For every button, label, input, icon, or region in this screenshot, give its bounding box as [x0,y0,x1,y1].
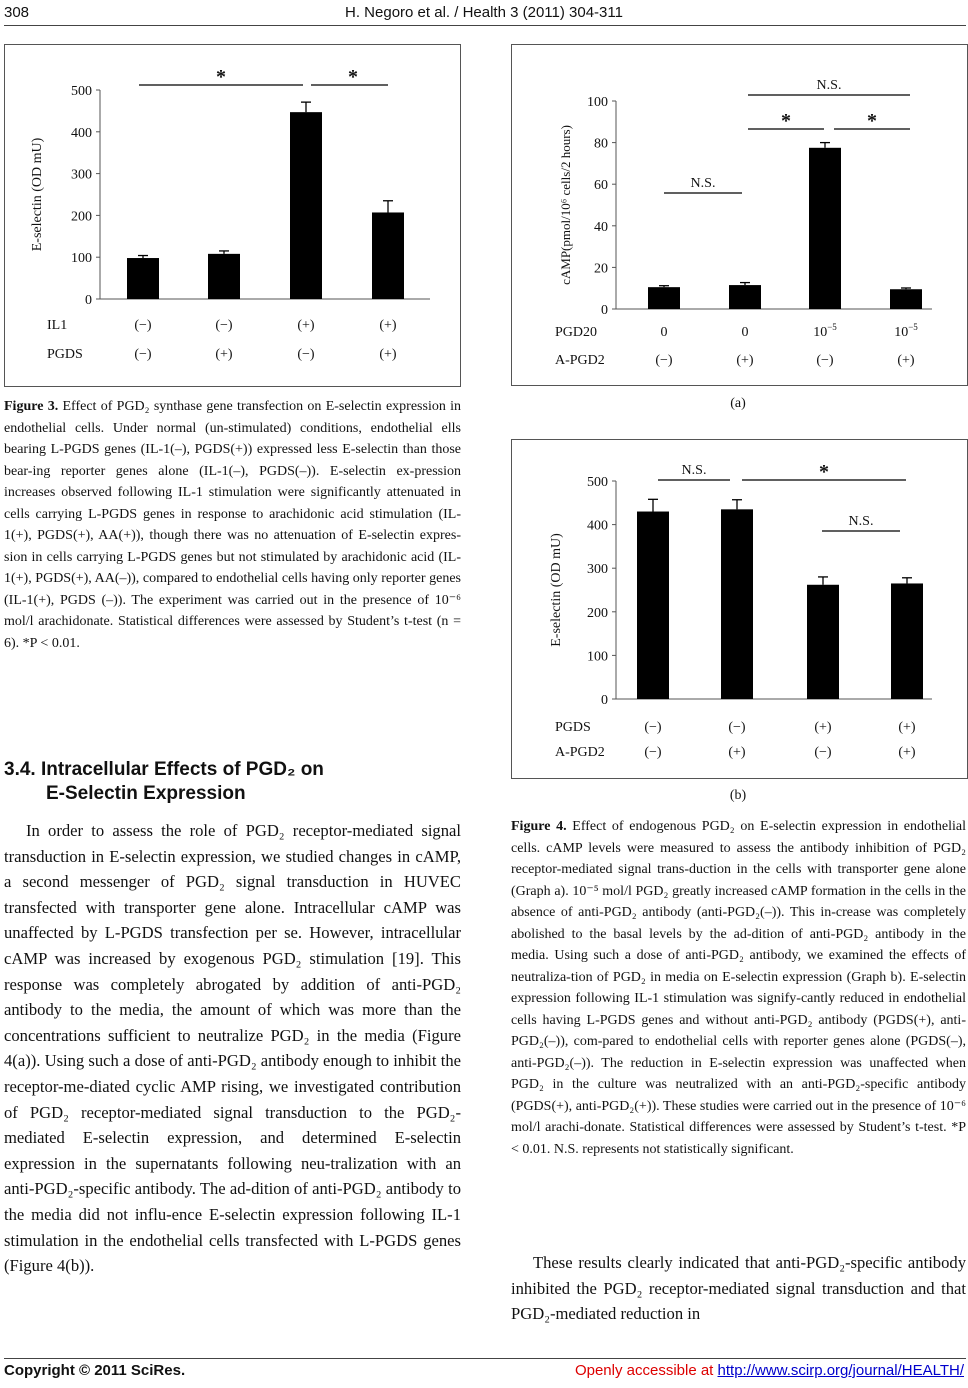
bar [729,285,761,309]
category-label: (+) [379,347,397,362]
figure-3-caption-text: Effect of PGD₂ synthase gene transfection on E-selectin expression in endothelial cells. Under normal (un-stimulated) conditions, endothelial ells bearing L-PGDS genes (IL-1(–), PGDS(+)) expressed less E-selectin than those bear-ing reporter genes alone (IL-1(–), PGDS(–)). E-selectin ex-pression increases observed following IL-1 stimulation were significantly attenuated in cells carrying L-PGDS genes in response to arachidonic acid stimulation (IL-1(+), PGDS(+), AA(+)), though there was no attenuation of E-selectin expres-sion in cells carrying L-PGDS genes but not stimulated by arachidonic acid (IL-1(+), PGDS(+), AA(–)), compared to endothelial cells having only reporter genes (IL-1(+), PGDS (–)). The experiment was carried out in the presence of 10⁻⁶ mol/l arachidonate. Statistical differences were assessed by Student’s t-test (n = 6). *P < 0.01. [4,399,462,651]
bar [807,585,839,699]
y-tick-label: 400 [587,518,608,534]
category-label: (−) [134,318,152,333]
y-tick-label: 100 [71,251,92,267]
section-heading-line2: E-Selectin Expression [46,783,246,804]
y-tick-label: 20 [594,261,608,277]
row-label: PGDS [47,347,83,362]
bar [721,509,753,699]
journal-link[interactable]: http://www.scirp.org/journal/HEALTH/ [717,1362,964,1379]
row-label: PGD20 [555,325,598,340]
right-body-paragraph: These results clearly indicated that anti-PGD₂-specific antibody inhibited the PGD₂ receptor-mediated signal transduction and that PGD₂-mediated reduction in [511,1253,966,1324]
bar [648,287,680,309]
category-label: $10^{-5}$ [813,322,837,340]
category-label: (+) [297,318,315,333]
figure-4b-panel-label: (b) [729,788,747,803]
y-tick-label: 300 [587,562,608,578]
bar [372,212,404,299]
category-label: (+) [898,720,916,735]
category-label: (+) [898,745,916,760]
significance-label: N.S. [690,176,716,191]
bar [809,148,841,309]
significance-label: * [867,110,877,132]
y-axis-label: E-selectin (OD mU) [30,137,45,252]
running-title: H. Negoro et al. / Health 3 (2011) 304-311 [345,4,623,21]
right-body-text [511,1250,966,1327]
y-tick-label: 0 [85,293,92,308]
significance-label: N.S. [681,463,707,478]
body-paragraph: In order to assess the role of PGD₂ receptor-mediated signal transduction in E-selectin expression, we studied changes in cAMP, a second messenger of PGD₂ signal transduction in HUVEC transfected with transporter gene alone. Intracellular cAMP was unaffected by L-PGDS transfection per se. However, intracellular cAMP was increased by exogenous PGD₂ stimulation [19]. This response was completely abrogated by addition of anti-PGD₂ antibody to the media, the amount of which was more than the concentrations sufficient to neutralize PGD₂ in the media (Figure 4(a)). Using such a dose of anti-PGD₂ antibody enough to inhibit the receptor-me-diated cyclic AMP rising, we investigated contribution of PGD₂ receptor-mediated signal transduction to the PGD₂-mediated E-selectin expression, and determined E-selectin expression in the supernatants following neu-tralization with an anti-PGD₂-specific antibody. The ad-dition of anti-PGD₂ antibody to the media did not influ-ence E-selectin expression following IL-1 stimulation in the endothelial cells transfected with L-PGDS genes (Figure 4(b)). [4,821,461,1276]
open-access [575,1362,964,1379]
significance-label: * [819,461,829,483]
figure-4a-panel-label: (a) [730,396,746,411]
category-label: (+) [736,353,754,368]
y-tick-label: 200 [71,209,92,225]
category-label: $10^{-5}$ [894,322,918,340]
left-body-text [4,818,461,1279]
category-label: (−) [644,745,662,760]
significance-label: N.S. [848,514,874,529]
category-label: (−) [814,745,832,760]
row-label: A-PGD2 [555,353,605,368]
y-tick-label: 500 [71,84,92,99]
bar [290,112,322,299]
header-rule [4,25,966,26]
bar [891,583,923,699]
category-label: 0 [741,325,749,340]
category-label: (+) [379,318,397,333]
row-label: A-PGD2 [555,745,605,760]
category-label-sup: −5 [827,322,837,332]
y-tick-label: 60 [594,178,608,194]
y-tick-label: 80 [594,136,608,152]
figure-4-caption [511,816,966,1160]
figure-4a-chart [511,44,968,386]
y-tick-label: 400 [71,125,92,141]
category-label-sup: −5 [908,322,918,332]
significance-label: * [348,66,358,88]
significance-label: * [216,66,226,88]
y-axis-label: E-selectin (OD mU) [549,533,564,647]
category-label: (+) [814,720,832,735]
category-label: (−) [655,353,673,368]
page-number: 308 [4,4,30,21]
section-heading [4,758,461,806]
y-tick-label: 40 [594,219,608,235]
figure-4-caption-text: Effect of endogenous PGD₂ on E-selectin expression in endothelial cells. cAMP levels were measured to assess the antibody inhibition of PGD₂ receptor-mediated signal trans-duction in the cells with transporter gene alone (Graph a). 10⁻⁵ mol/l PGD₂ greatly increased cAMP formation in the cells in the absence of anti-PGD₂ antibody (anti-PGD₂(–)). This in-crease was completely abolished to the basal levels by the ad-dition of anti-PGD₂ antibody in the media. Using such a dose of anti-PGD₂ antibody, we examined the effects of neutraliza-tion of PGD₂ in media on E-selectin expression (Graph b). E-selectin expression following IL-1 stimulation was signify-cantly reduced in endothelial cells having L-PGDS genes and without anti-PGD₂ antibody (PGDS(+), anti-PGD₂(–)), com-pared to endothelial cells with reporter genes alone (PGDS(–), anti-PGD₂(–)). The reduction in E-selectin expression was unaffected when PGD₂ in the culture was neutralized with an anti-PGD₂-specific antibody (PGDS(+), anti-PGD₂(+)). These studies were carried out in the presence of 10⁻⁶ mol/l arachi-donate. Statistical differences were assessed by Student’s t-test. *P < 0.01. N.S. represents not statistically significant. [511,819,967,1157]
category-label: (−) [644,720,662,735]
figure-3-svg [5,45,460,386]
y-tick-label: 100 [587,95,608,110]
section-heading-line1: 3.4. Intracellular Effects of PGD₂ on [4,759,324,780]
category-label: (+) [897,353,915,368]
figure-4b-chart [511,439,968,779]
y-tick-label: 0 [601,303,608,318]
copyright: Copyright © 2011 SciRes. [4,1362,186,1379]
figure-3-caption [4,396,461,654]
category-label: (−) [816,353,834,368]
bar [637,512,669,699]
category-label: (+) [728,745,746,760]
category-label: (+) [215,347,233,362]
y-tick-label: 500 [587,475,608,490]
category-label: (−) [134,347,152,362]
y-tick-label: 0 [601,693,608,708]
row-label: PGDS [555,720,591,735]
bar [208,254,240,299]
category-label: (−) [215,318,233,333]
figure-4-caption-label: Figure 4. [511,819,567,834]
figure-3-chart [4,44,461,387]
y-tick-label: 200 [587,605,608,621]
y-tick-label: 300 [71,167,92,183]
figure-4b-svg [512,440,967,778]
figure-4a-svg [512,45,967,385]
y-tick-label: 100 [587,649,608,665]
y-axis-label: cAMP(pmol/10⁶ cells/2 hours) [558,125,573,285]
significance-label: * [781,110,791,132]
open-access-text: Openly accessible at [574,1362,718,1379]
significance-label: N.S. [816,78,842,93]
category-label: (−) [297,347,315,362]
row-label: IL1 [47,318,68,333]
bar [127,258,159,299]
category-label: (−) [728,720,746,735]
footer-rule [4,1358,966,1359]
category-label: 0 [660,325,668,340]
figure-3-caption-label: Figure 3. [4,399,59,414]
bar [890,289,922,309]
